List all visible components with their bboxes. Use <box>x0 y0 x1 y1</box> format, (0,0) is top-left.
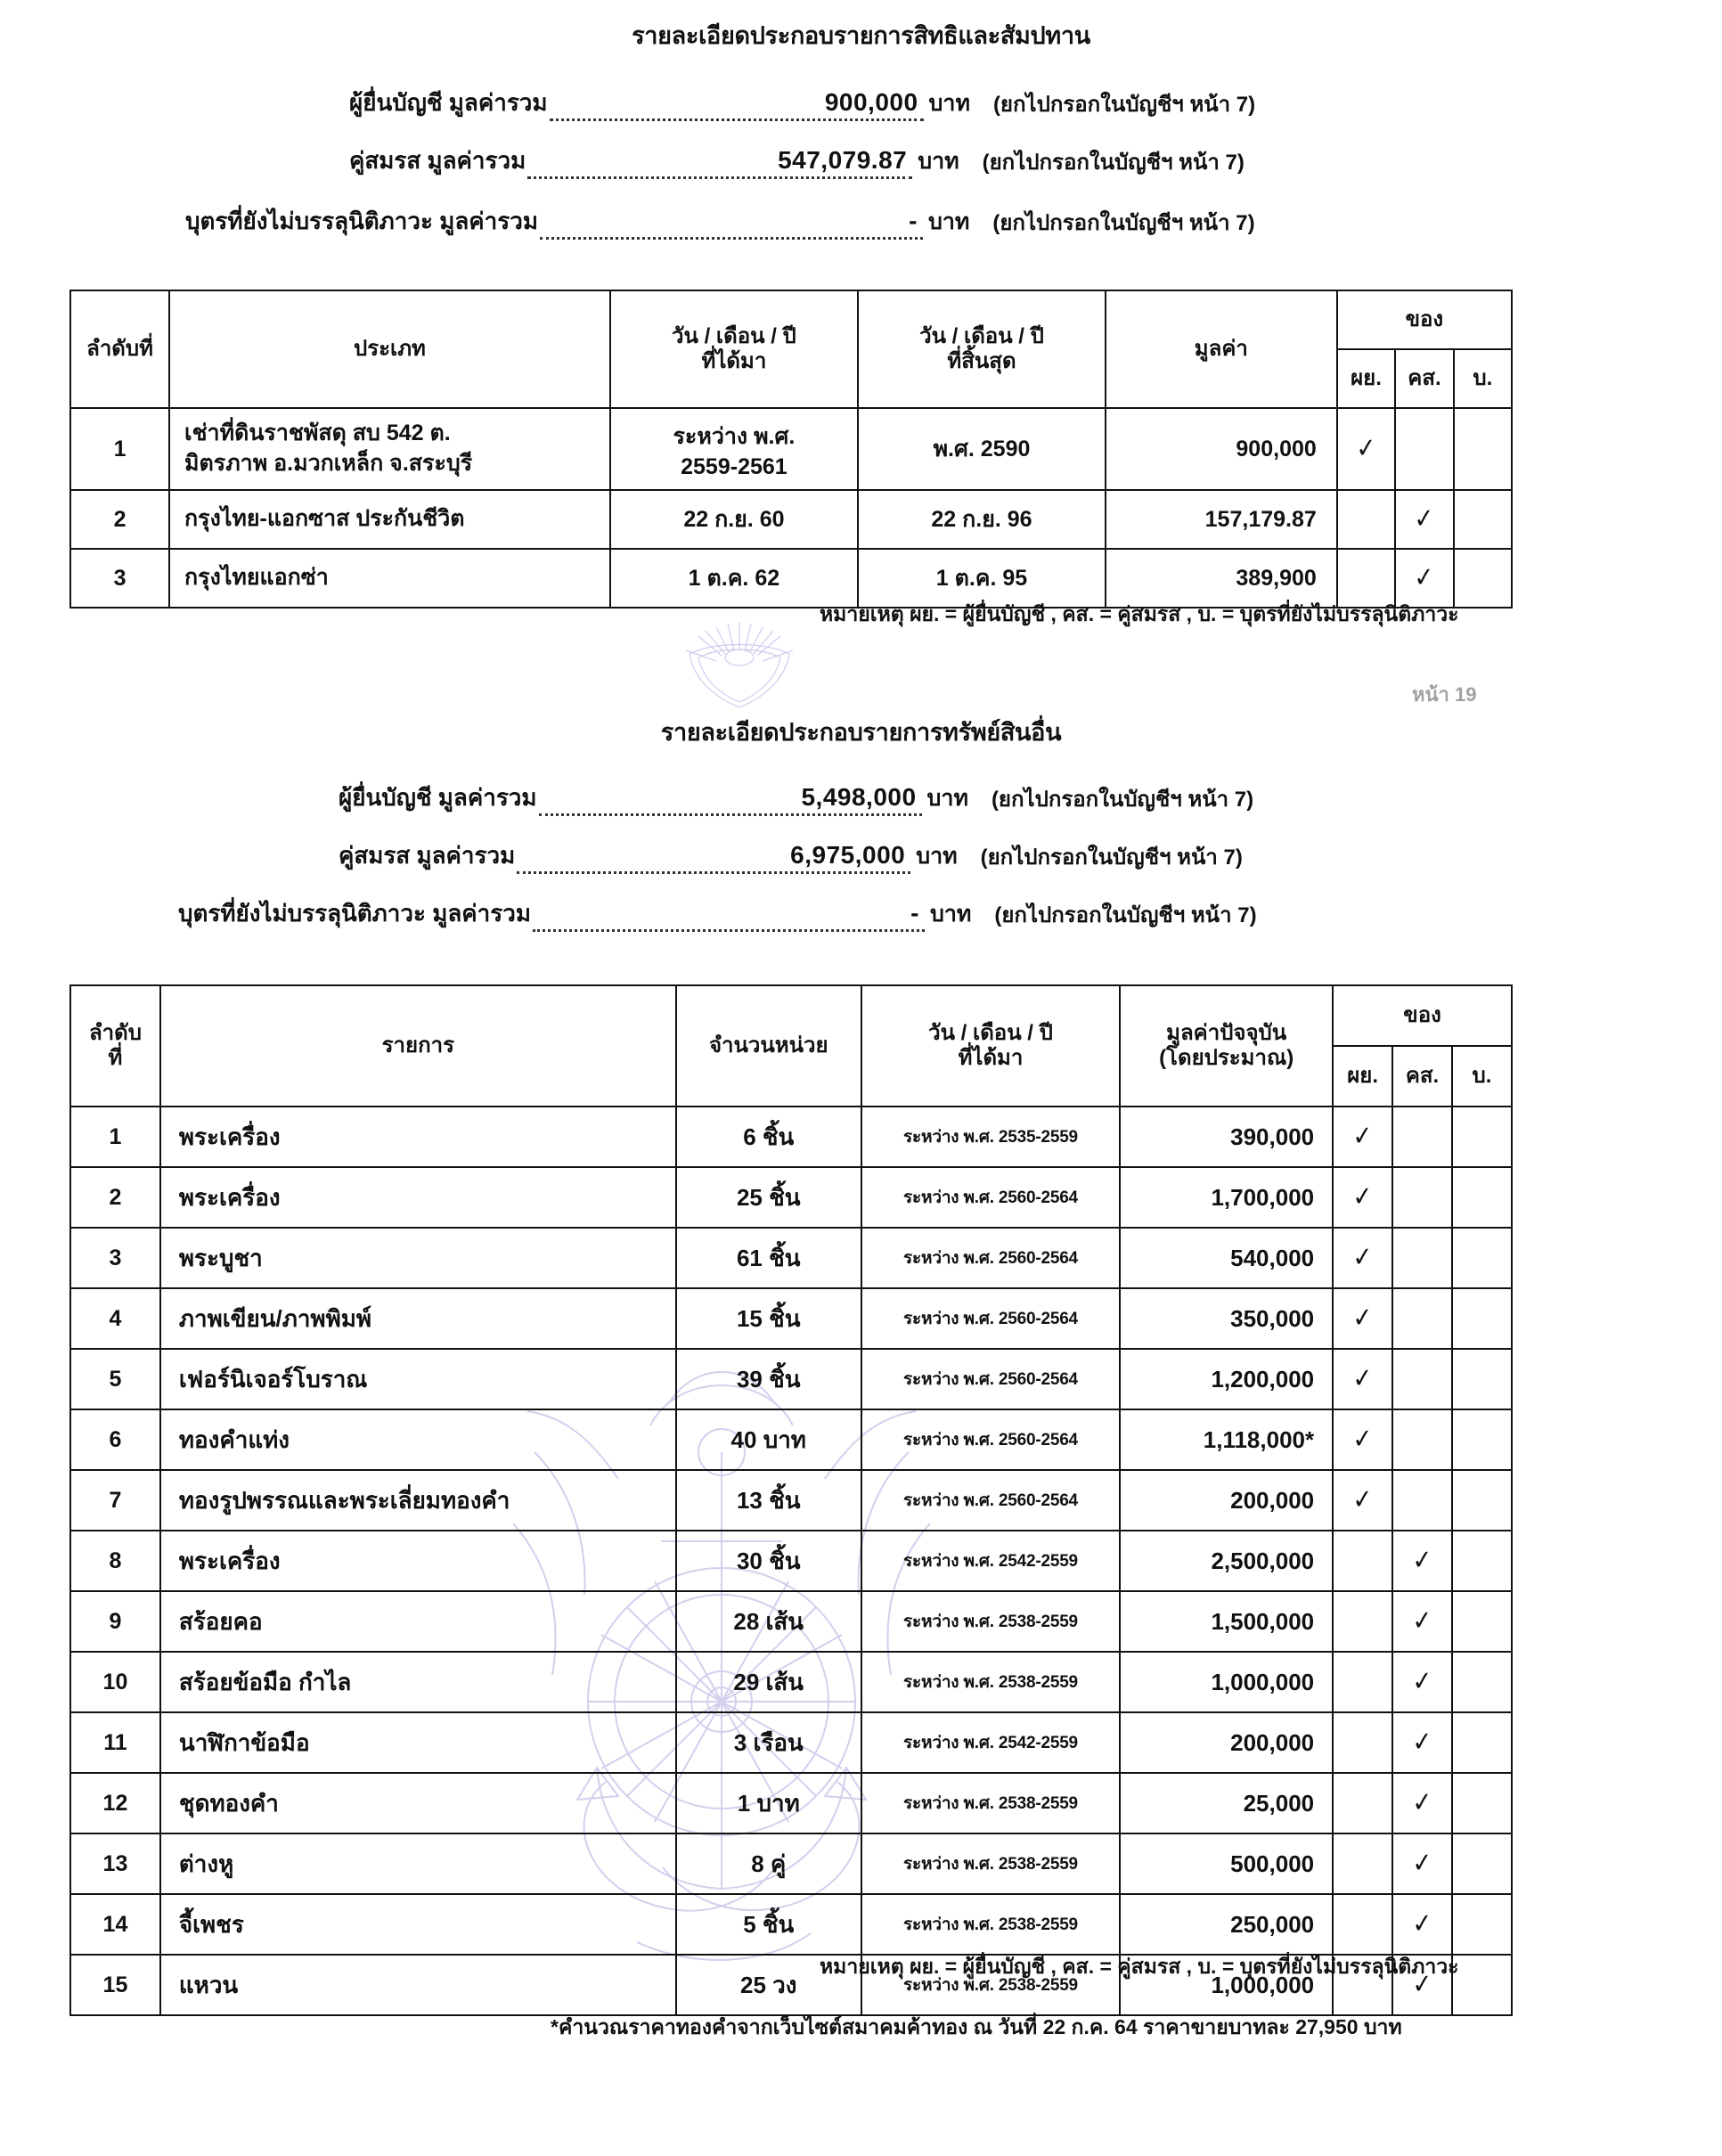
cell-acquired-date: 1 ต.ค. 62 <box>610 549 858 608</box>
cell-owner-self <box>1337 408 1395 490</box>
checkmark-icon: ✓ <box>1351 1302 1374 1334</box>
cell-owner-child <box>1452 1833 1512 1894</box>
cell-unit-count: 25 ชิ้น <box>676 1167 861 1228</box>
cell-item: จี้เพชร <box>160 1894 676 1955</box>
cell-value: 389,900 <box>1106 549 1337 608</box>
cell-no: 15 <box>70 1955 160 2015</box>
cell-unit-count: 40 บาท <box>676 1409 861 1470</box>
header-item: รายการ <box>160 985 676 1107</box>
summary-carryover-note: (ยกไปกรอกในบัญชีฯ หน้า 7) <box>982 151 1245 175</box>
table-row <box>70 1167 1512 1228</box>
cell-no: 11 <box>70 1712 160 1773</box>
summary-unit: บาท <box>929 902 972 927</box>
summary-row-declarant-other <box>339 780 1253 816</box>
cell-unit-count: 25 วง <box>676 1955 861 2015</box>
cell-no: 8 <box>70 1531 160 1591</box>
cell-current-value: 200,000 <box>1120 1470 1333 1531</box>
cell-current-value: 500,000 <box>1120 1833 1333 1894</box>
cell-owner-spouse <box>1392 1773 1452 1833</box>
section-title-rights: รายละเอียดประกอบรายการสิทธิและสัมปทาน <box>632 22 1090 49</box>
cell-owner-spouse <box>1392 1531 1452 1591</box>
cell-no: 6 <box>70 1409 160 1470</box>
checkmark-icon: ✓ <box>1411 1665 1433 1697</box>
summary-amount: 900,000 <box>824 88 918 116</box>
summary-row-spouse-rights <box>349 143 1245 179</box>
summary-amount: 6,975,000 <box>790 841 906 869</box>
summary-dotted-line <box>533 899 925 932</box>
header-owner-child: บ. <box>1454 349 1512 408</box>
cell-owner-spouse <box>1392 1349 1452 1409</box>
cell-value: 157,179.87 <box>1106 490 1337 549</box>
table-row <box>70 1349 1512 1409</box>
cell-acquired-date: ระหว่าง พ.ศ. 2560-2564 <box>861 1228 1120 1288</box>
header-unit-count: จำนวนหน่วย <box>676 985 861 1107</box>
cell-owner-self <box>1333 1107 1392 1167</box>
header-end-line1: วัน / เดือน / ปี <box>919 323 1044 348</box>
cell-owner-self <box>1333 1288 1392 1349</box>
cell-unit-count: 29 เส้น <box>676 1652 861 1712</box>
header-acquired-line2: ที่ได้มา <box>958 1046 1024 1070</box>
header-no <box>70 985 160 1107</box>
cell-unit-count: 8 คู่ <box>676 1833 861 1894</box>
summary-amount: 5,498,000 <box>801 783 917 811</box>
cell-no: 2 <box>70 1167 160 1228</box>
cell-owner-child <box>1454 490 1512 549</box>
summary-carryover-note: (ยกไปกรอกในบัญชีฯ หน้า 7) <box>980 845 1243 870</box>
cell-type: กรุงไทยแอกซ่า <box>169 549 610 608</box>
summary-row-child-rights <box>185 203 1255 240</box>
cell-owner-child <box>1452 1228 1512 1288</box>
checkmark-icon: ✓ <box>1351 1362 1374 1394</box>
cell-current-value: 1,700,000 <box>1120 1167 1333 1228</box>
header-owner-self: ผย. <box>1333 1046 1392 1107</box>
cell-owner-spouse <box>1392 1470 1452 1531</box>
cell-item: ทองรูปพรรณและพระเลี่ยมทองคำ <box>160 1470 676 1531</box>
summary-label: ผู้ยื่นบัญชี มูลค่ารวม <box>339 784 537 811</box>
page-number-mark: หน้า 19 <box>1412 683 1477 706</box>
header-acquired-date <box>610 290 858 408</box>
cell-unit-count: 15 ชิ้น <box>676 1288 861 1349</box>
cell-owner-self <box>1333 1652 1392 1712</box>
cell-item: ภาพเขียน/ภาพพิมพ์ <box>160 1288 676 1349</box>
cell-owner-child <box>1452 1955 1512 2015</box>
cell-acquired-date: ระหว่าง พ.ศ. 2538-2559 <box>861 1773 1120 1833</box>
cell-no: 3 <box>70 549 169 608</box>
cell-owner-self <box>1333 1712 1392 1773</box>
table-row <box>70 1288 1512 1349</box>
checkmark-icon: ✓ <box>1413 561 1436 593</box>
cell-owner-self <box>1333 1228 1392 1288</box>
summary-amount: 547,079.87 <box>778 146 908 174</box>
summary-label: คู่สมรส มูลค่ารวม <box>339 842 516 869</box>
cell-owner-child <box>1452 1531 1512 1591</box>
other-table-legend-note: หมายเหตุ ผย. = ผู้ยื่นบัญชี , คส. = คู่สมรส , บ. = บุตรที่ยังไม่บรรลุนิติภาวะ <box>820 1955 1459 1978</box>
header-no-line2: ที่ <box>108 1046 123 1070</box>
cell-owner-spouse <box>1392 1107 1452 1167</box>
cell-item: พระเครื่อง <box>160 1531 676 1591</box>
cell-owner-spouse <box>1392 1894 1452 1955</box>
table-row <box>70 408 1512 490</box>
checkmark-icon: ✓ <box>1411 1968 1433 2000</box>
summary-unit: บาท <box>916 844 958 869</box>
checkmark-icon: ✓ <box>1413 502 1436 535</box>
cell-owner-child <box>1452 1652 1512 1712</box>
cell-item: เฟอร์นิเจอร์โบราณ <box>160 1349 676 1409</box>
cell-unit-count: 61 ชิ้น <box>676 1228 861 1288</box>
cell-owner-spouse <box>1392 1591 1452 1652</box>
rights-table-legend-note: หมายเหตุ ผย. = ผู้ยื่นบัญชี , คส. = คู่สมรส , บ. = บุตรที่ยังไม่บรรลุนิติภาวะ <box>820 602 1459 625</box>
cell-item: ทองคำแท่ง <box>160 1409 676 1470</box>
table-row <box>70 1712 1512 1773</box>
cell-end-date: พ.ศ. 2590 <box>858 408 1106 490</box>
cell-no: 7 <box>70 1470 160 1531</box>
header-value-line1: มูลค่าปัจจุบัน <box>1166 1020 1287 1045</box>
gold-price-footnote: *คำนวณราคาทองคำจากเว็บไซต์สมาคมค้าทอง ณ วันที่ 22 ก.ค. 64 ราคาขายบาทละ 27,950 บาท <box>551 2015 1402 2038</box>
cell-unit-count: 39 ชิ้น <box>676 1349 861 1409</box>
header-owner-self: ผย. <box>1337 349 1395 408</box>
cell-unit-count: 1 บาท <box>676 1773 861 1833</box>
cell-acquired-date: ระหว่าง พ.ศ. 2538-2559 <box>861 1833 1120 1894</box>
cell-unit-count: 6 ชิ้น <box>676 1107 861 1167</box>
cell-acquired-date: ระหว่าง พ.ศ. 2538-2559 <box>861 1955 1120 2015</box>
cell-item: ต่างหู <box>160 1833 676 1894</box>
cell-acquired-date: ระหว่าง พ.ศ. 2560-2564 <box>861 1288 1120 1349</box>
header-end-date <box>858 290 1106 408</box>
cell-owner-spouse <box>1392 1833 1452 1894</box>
cell-item: ชุดทองคำ <box>160 1773 676 1833</box>
summary-label: ผู้ยื่นบัญชี มูลค่ารวม <box>349 89 548 116</box>
header-end-line2: ที่สิ้นสุด <box>947 349 1016 373</box>
cell-owner-spouse <box>1395 408 1454 490</box>
cell-acquired-date: ระหว่าง พ.ศ. 2535-2559 <box>861 1107 1120 1167</box>
cell-current-value: 1,500,000 <box>1120 1591 1333 1652</box>
header-owner: ของ <box>1337 290 1512 349</box>
cell-unit-count: 3 เรือน <box>676 1712 861 1773</box>
summary-row-declarant-rights <box>349 85 1255 121</box>
cell-acquired-date: ระหว่าง พ.ศ. 2560-2564 <box>861 1470 1120 1531</box>
cell-acquired-date: ระหว่าง พ.ศ. 2542-2559 <box>861 1531 1120 1591</box>
cell-no: 14 <box>70 1894 160 1955</box>
summary-unit: บาท <box>928 91 970 116</box>
summary-unit: บาท <box>927 209 970 234</box>
cell-no: 1 <box>70 1107 160 1167</box>
cell-acquired-date: ระหว่าง พ.ศ. 2538-2559 <box>861 1894 1120 1955</box>
summary-label: บุตรที่ยังไม่บรรลุนิติภาวะ มูลค่ารวม <box>178 900 531 927</box>
cell-owner-child <box>1452 1167 1512 1228</box>
summary-amount: - <box>910 899 919 927</box>
summary-dotted-line <box>550 88 924 121</box>
header-acquired-line1: วัน / เดือน / ปี <box>672 323 796 348</box>
checkmark-icon: ✓ <box>1411 1544 1433 1576</box>
table-header-row <box>70 985 1512 1046</box>
table-header-row <box>70 290 1512 349</box>
header-owner: ของ <box>1333 985 1512 1046</box>
cell-owner-child <box>1452 1349 1512 1409</box>
summary-carryover-note: (ยกไปกรอกในบัญชีฯ หน้า 7) <box>992 93 1256 117</box>
summary-label: บุตรที่ยังไม่บรรลุนิติภาวะ มูลค่ารวม <box>185 208 538 234</box>
cell-owner-self <box>1333 1591 1392 1652</box>
header-no: ลำดับที่ <box>70 290 169 408</box>
table-row <box>70 1531 1512 1591</box>
cell-owner-self <box>1333 1349 1392 1409</box>
table-row <box>70 1894 1512 1955</box>
cell-current-value: 200,000 <box>1120 1712 1333 1773</box>
summary-unit: บาท <box>926 786 968 811</box>
table-row <box>70 1409 1512 1470</box>
cell-end-date: 22 ก.ย. 96 <box>858 490 1106 549</box>
checkmark-icon: ✓ <box>1411 1726 1433 1758</box>
cell-item: สร้อยข้อมือ กำไล <box>160 1652 676 1712</box>
table-row <box>70 1591 1512 1652</box>
cell-acquired-date: 22 ก.ย. 60 <box>610 490 858 549</box>
cell-no: 3 <box>70 1228 160 1288</box>
cell-owner-spouse <box>1392 1288 1452 1349</box>
summary-dotted-line <box>539 783 922 816</box>
cell-acquired-date: ระหว่าง พ.ศ. 2542-2559 <box>861 1712 1120 1773</box>
cell-owner-spouse <box>1392 1228 1452 1288</box>
header-owner-child: บ. <box>1452 1046 1512 1107</box>
summary-carryover-note: (ยกไปกรอกในบัญชีฯ หน้า 7) <box>992 211 1255 235</box>
cell-unit-count: 30 ชิ้น <box>676 1531 861 1591</box>
checkmark-icon: ✓ <box>1351 1423 1374 1455</box>
cell-owner-child <box>1452 1894 1512 1955</box>
cell-acquired-date: ระหว่าง พ.ศ. 2560-2564 <box>861 1409 1120 1470</box>
cell-acquired-date: ระหว่าง พ.ศ. 2560-2564 <box>861 1167 1120 1228</box>
cell-item: สร้อยคอ <box>160 1591 676 1652</box>
cell-value: 900,000 <box>1106 408 1337 490</box>
header-type: ประเภท <box>169 290 610 408</box>
cell-current-value: 25,000 <box>1120 1773 1333 1833</box>
cell-owner-self <box>1337 490 1395 549</box>
summary-carryover-note: (ยกไปกรอกในบัญชีฯ หน้า 7) <box>994 903 1257 927</box>
checkmark-icon: ✓ <box>1411 1605 1433 1637</box>
cell-end-date: 1 ต.ค. 95 <box>858 549 1106 608</box>
cell-owner-self <box>1333 1470 1392 1531</box>
header-owner-spouse: คส. <box>1392 1046 1452 1107</box>
cell-current-value: 350,000 <box>1120 1288 1333 1349</box>
cell-owner-spouse <box>1395 490 1454 549</box>
cell-owner-self <box>1333 1409 1392 1470</box>
cell-owner-spouse <box>1392 1167 1452 1228</box>
cell-no: 1 <box>70 408 169 490</box>
cell-owner-self <box>1333 1833 1392 1894</box>
section-title-other-assets: รายละเอียดประกอบรายการทรัพย์สินอื่น <box>660 719 1062 746</box>
cell-type: กรุงไทย-แอกซาส ประกันชีวิต <box>169 490 610 549</box>
cell-owner-child <box>1452 1470 1512 1531</box>
checkmark-icon: ✓ <box>1411 1907 1433 1940</box>
cell-no: 13 <box>70 1833 160 1894</box>
cell-current-value: 250,000 <box>1120 1894 1333 1955</box>
summary-carryover-note: (ยกไปกรอกในบัญชีฯ หน้า 7) <box>991 788 1254 812</box>
cell-current-value: 2,500,000 <box>1120 1531 1333 1591</box>
cell-type: เช่าที่ดินราชพัสดุ สบ 542 ต. มิตรภาพ อ.มวกเหล็ก จ.สระบุรี <box>169 408 610 490</box>
cell-owner-self <box>1333 1531 1392 1591</box>
cell-item: พระเครื่อง <box>160 1167 676 1228</box>
cell-owner-child <box>1452 1288 1512 1349</box>
cell-acquired-date: ระหว่าง พ.ศ. 2559-2561 <box>610 408 858 490</box>
other-assets-table <box>69 984 1513 2016</box>
cell-no: 2 <box>70 490 169 549</box>
rights-concessions-table <box>69 290 1513 608</box>
cell-no: 9 <box>70 1591 160 1652</box>
header-current-value <box>1120 985 1333 1107</box>
cell-owner-self <box>1333 1894 1392 1955</box>
checkmark-icon: ✓ <box>1351 1120 1374 1152</box>
checkmark-icon: ✓ <box>1351 1180 1374 1213</box>
cell-owner-child <box>1452 1773 1512 1833</box>
cell-owner-self <box>1333 1167 1392 1228</box>
table-row <box>70 1773 1512 1833</box>
cell-current-value: 540,000 <box>1120 1228 1333 1288</box>
cell-owner-spouse <box>1392 1652 1452 1712</box>
cell-no: 10 <box>70 1652 160 1712</box>
header-value-line2: (โดยประมาณ) <box>1159 1046 1294 1070</box>
summary-row-spouse-other <box>339 837 1243 874</box>
cell-unit-count: 13 ชิ้น <box>676 1470 861 1531</box>
cell-item: พระเครื่อง <box>160 1107 676 1167</box>
table-row <box>70 490 1512 549</box>
cell-item: นาฬิกาข้อมือ <box>160 1712 676 1773</box>
summary-label: คู่สมรส มูลค่ารวม <box>349 147 526 174</box>
table-row <box>70 1652 1512 1712</box>
cell-owner-child <box>1452 1409 1512 1470</box>
cell-item: แหวน <box>160 1955 676 2015</box>
cell-current-value: 1,000,000 <box>1120 1652 1333 1712</box>
header-value: มูลค่า <box>1106 290 1337 408</box>
cell-unit-count: 28 เส้น <box>676 1591 861 1652</box>
checkmark-icon: ✓ <box>1355 432 1377 464</box>
table-row <box>70 1107 1512 1167</box>
summary-amount: - <box>909 207 918 234</box>
cell-owner-child <box>1452 1591 1512 1652</box>
cell-current-value: 1,200,000 <box>1120 1349 1333 1409</box>
table-row <box>70 1228 1512 1288</box>
summary-unit: บาท <box>918 149 959 174</box>
cell-no: 5 <box>70 1349 160 1409</box>
cell-acquired-date: ระหว่าง พ.ศ. 2538-2559 <box>861 1591 1120 1652</box>
cell-current-value: 1,118,000* <box>1120 1409 1333 1470</box>
table-row <box>70 1470 1512 1531</box>
cell-acquired-date: ระหว่าง พ.ศ. 2560-2564 <box>861 1349 1120 1409</box>
header-acquired-line1: วัน / เดือน / ปี <box>928 1020 1053 1045</box>
header-no-line1: ลำดับ <box>88 1020 142 1045</box>
cell-owner-child <box>1454 549 1512 608</box>
cell-owner-spouse <box>1392 1712 1452 1773</box>
cell-owner-spouse <box>1392 1409 1452 1470</box>
cell-owner-child <box>1454 408 1512 490</box>
summary-dotted-line <box>540 207 923 240</box>
checkmark-icon: ✓ <box>1351 1241 1374 1273</box>
cell-no: 12 <box>70 1773 160 1833</box>
summary-row-child-other <box>178 895 1257 932</box>
header-owner-spouse: คส. <box>1395 349 1454 408</box>
header-acquired-line2: ที่ได้มา <box>701 349 767 373</box>
cell-current-value: 390,000 <box>1120 1107 1333 1167</box>
cell-no: 4 <box>70 1288 160 1349</box>
cell-unit-count: 5 ชิ้น <box>676 1894 861 1955</box>
cell-owner-child <box>1452 1712 1512 1773</box>
checkmark-icon: ✓ <box>1351 1483 1374 1515</box>
cell-item: พระบูชา <box>160 1228 676 1288</box>
summary-dotted-line <box>527 146 912 179</box>
summary-dotted-line <box>517 841 910 874</box>
header-acquired-date <box>861 985 1120 1107</box>
cell-acquired-date: ระหว่าง พ.ศ. 2538-2559 <box>861 1652 1120 1712</box>
table-row <box>70 1833 1512 1894</box>
checkmark-icon: ✓ <box>1411 1786 1433 1818</box>
cell-owner-self <box>1333 1773 1392 1833</box>
checkmark-icon: ✓ <box>1411 1847 1433 1879</box>
cell-owner-child <box>1452 1107 1512 1167</box>
cell-current-value: 1,000,000 <box>1120 1955 1333 2015</box>
